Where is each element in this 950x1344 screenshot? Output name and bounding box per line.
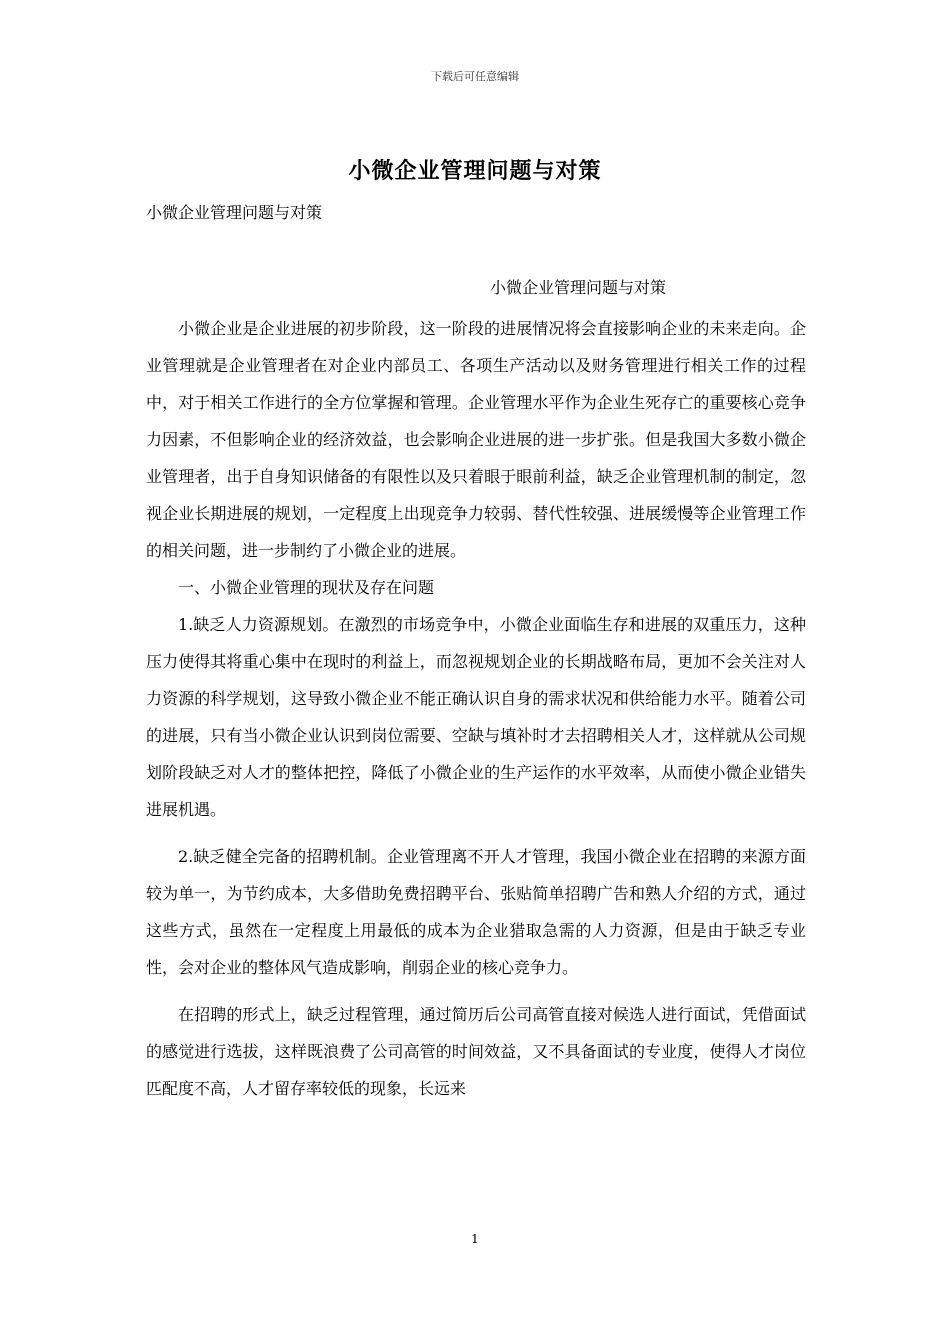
paragraph-recruitment-form: 在招聘的形式上，缺乏过程管理，通过简历后公司高管直接对候选人进行面试，凭借面试的感觉进行选拔，这样既浪费了公司高管的时间效益，又不具备面试的专业度，使得人才岗位匹配度不高，人才留存率较低的现象，长远来 [146,1005,806,1098]
document-body [146,310,806,1107]
paragraph-hr-planning: 1.缺乏人力资源规划。在激烈的市场竞争中，小微企业面临生存和进展的双重压力，这种压力使得其将重心集中在现时的利益上，而忽视规划企业的长期战略布局，更加不会关注对人力资源的科学规划，这导致小微企业不能正确认识自身的需求状况和供给能力水平。随着公司的进展，只有当小微企业认识到岗位需要、空缺与填补时才去招聘相关人才，这样就从公司规划阶段缺乏对人才的整体把控，降低了小微企业的生产运作的水平效率，从而使小微企业错失进展机遇。 [146,615,806,819]
document-title: 小微企业管理问题与对策 [348,158,602,184]
section-heading: 小微企业管理问题与对策 [490,278,667,297]
paragraph-recruitment-mechanism: 2.缺乏健全完备的招聘机制。企业管理离不开人才管理，我国小微企业在招聘的来源方面较为单一，为节约成本，大多借助免费招聘平台、张贴简单招聘广告和熟人介绍的方式，通过这些方式，虽然在一定程度上用最低的成本为企业猎取急需的人力资源，但是由于缺乏专业性，会对企业的整体风气造成影响，削弱企业的核心竞争力。 [146,847,806,977]
page-number: 1 [471,1232,479,1246]
paragraph-intro: 小微企业是企业进展的初步阶段，这一阶段的进展情况将会直接影响企业的未来走向。企业管理就是企业管理者在对企业内部员工、各项生产活动以及财务管理进行相关工作的过程中，对于相关工作进行的全方位掌握和管理。企业管理水平作为企业生死存亡的重要核心竞争力因素，不但影响企业的经济效益，也会影响企业进展的进一步扩张。但是我国大多数小微企业管理者，出于自身知识储备的有限性以及只着眼于眼前利益，缺乏企业管理机制的制定，忽视企业长期进展的规划，一定程度上出现竞争力较弱、替代性较强、进展缓慢等企业管理工作的相关问题，进一步制约了小微企业的进展。 [146,319,806,560]
paragraph-section-heading: 一、小微企业管理的现状及存在问题 [178,578,435,597]
document-subtitle: 小微企业管理问题与对策 [146,203,323,222]
page-header-note: 下载后可任意编辑 [431,70,519,83]
